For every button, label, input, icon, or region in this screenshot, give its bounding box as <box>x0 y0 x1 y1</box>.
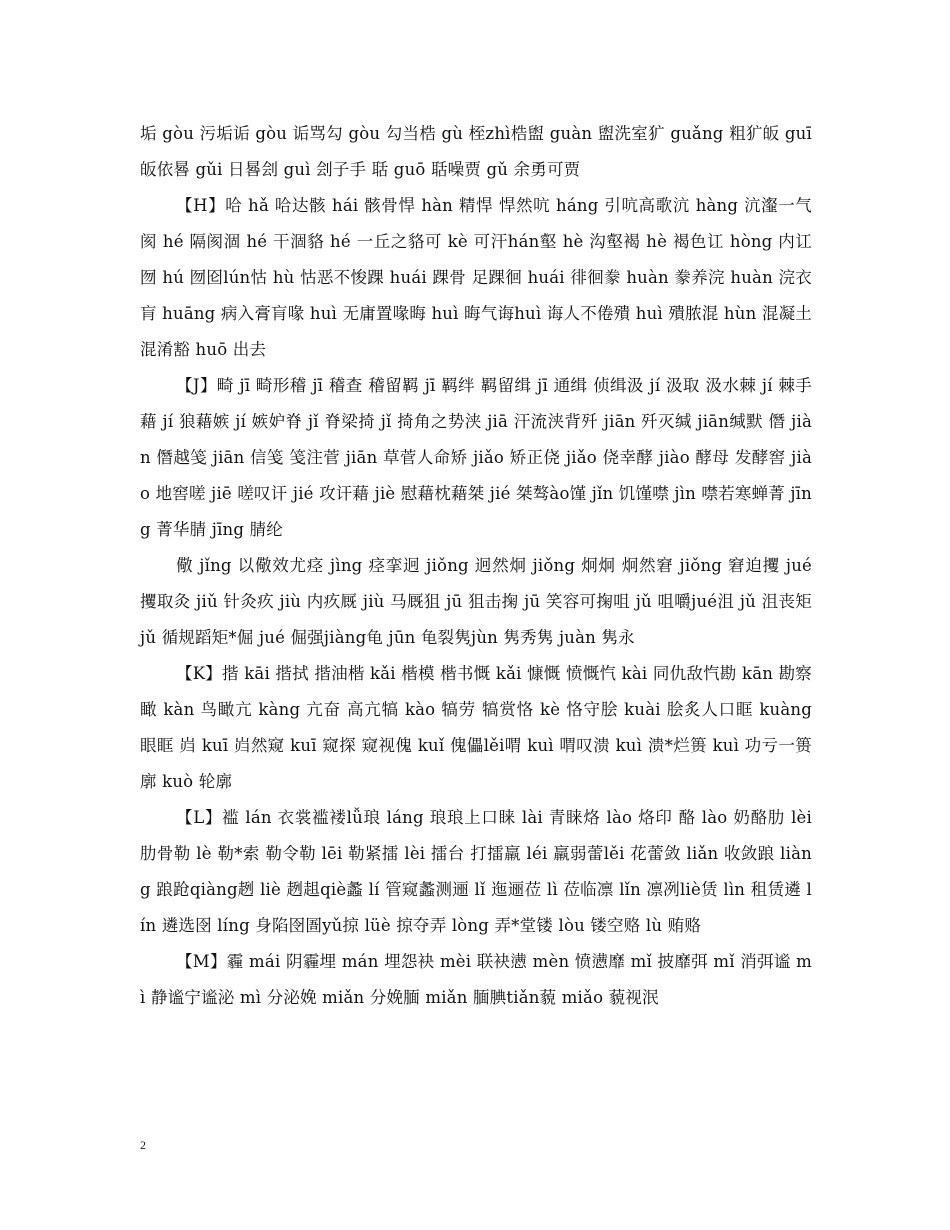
paragraph-j-continued: 儆 jǐng 以儆效尤痉 jìng 痉挛迥 jiǒng 迥然炯 jiǒng 炯炯 炯然窘 jiǒng 窘迫攫 jué 攫取灸 jiǔ 针灸疚 jiù 内疚厩 jiù 马厩狙 jū 狙击掬 jū 笑容可掬咀 jǔ 咀嚼jué沮 jǔ 沮丧矩 jǔ 循规蹈矩*倔 jué 倔强jiàng龟 jūn 龟裂隽jùn 隽秀隽 juàn 隽永 <box>140 556 812 647</box>
paragraph-j: 【J】畸 jī 畸形稽 jī 稽查 稽留羁 jī 羁绊 羁留缉 jī 通缉 侦缉汲 jí 汲取 汲水棘 jí 棘手藉 jí 狼藉嫉 jí 嫉妒脊 jǐ 脊梁掎 jǐ 掎角之势浃 jiā 汗流浃背歼 jiān 歼灭缄 jiān缄默 僭 jiàn 僭越笺 jiān 信笺 笺注菅 jiān 草菅人命矫 jiǎo 矫正侥 jiǎo 侥幸酵 jiào 酵母 发酵窖 jiào 地窖嗟 jiē 嗟叹讦 jié 攻讦藉 jiè 慰藉枕藉桀 jié 桀骜ào馑 jǐn 饥馑噤 jìn 噤若寒蝉菁 jīng 菁华腈 jīng 腈纶 <box>140 376 812 539</box>
paragraph-k: 【K】揩 kāi 揩拭 揩油楷 kǎi 楷模 楷书慨 kǎi 慷慨 愤慨忾 kài 同仇敌忾勘 kān 勘察瞰 kàn 鸟瞰亢 kàng 亢奋 高亢犒 kào 犒劳 犒赏恪 kè 恪守脍 kuài 脍炙人口眶 kuàng 眼眶 岿 kuī 岿然窥 kuī 窥探 窥视傀 kuǐ 傀儡lěi喟 kuì 喟叹溃 kuì 溃*烂篑 kuì 功亏一篑廓 kuò 轮廓 <box>140 664 812 791</box>
page-number: 2 <box>140 1138 146 1152</box>
paragraph-g-continued: 垢 gòu 污垢诟 gòu 诟骂勾 gòu 勾当梏 gù 桎zhì梏盥 guàn 盥洗室犷 guǎng 粗犷皈 guī 皈依晷 gǔi 日晷刽 guì 刽子手 聒 guō 聒噪贾 gǔ 余勇可贾 <box>140 124 812 179</box>
paragraph-h: 【H】哈 hǎ 哈达骸 hái 骸骨悍 hàn 精悍 悍然吭 háng 引吭高歌沆 hàng 沆瀣一气阂 hé 隔阂涸 hé 干涸貉 hé 一丘之貉可 kè 可汗hán壑 hè 沟壑褐 hè 褐色讧 hòng 内讧囫 hú 囫囵lún怙 hù 怙恶不悛踝 huái 踝骨 足踝徊 huái 徘徊豢 huàn 豢养浣 huàn 浣衣肓 huāng 病入膏肓喙 huì 无庸置喙晦 huì 晦气诲huì 诲人不倦殨 huì 殨脓混 hùn 混凝土 混淆豁 huō 出去 <box>140 196 812 359</box>
paragraph-l: 【L】褴 lán 衣裳褴褛lǚ琅 láng 琅琅上口睐 lài 青睐烙 lào 烙印 酪 lào 奶酪肋 lèi 肋骨勒 lè 勒*索 勒令勒 lēi 勒紧擂 lèi 擂台 打擂羸 léi 羸弱蕾lěi 花蕾敛 liǎn 收敛踉 liàng 踉跄qiàng趔 liè 趔趄qiè蠡 lí 管窥蠡测逦 lǐ 迤逦莅 lì 莅临凛 lǐn 凛冽liè赁 lìn 租赁遴 lín 遴选囹 líng 身陷囹圄yǔ掠 lüè 掠夺弄 lòng 弄*堂镂 lòu 镂空赂 lù 贿赂 <box>140 808 812 935</box>
paragraph-m: 【M】霾 mái 阴霾埋 mán 埋怨袂 mèi 联袂懑 mèn 愤懑靡 mǐ 披靡弭 mǐ 消弭谧 mì 静谧宁谧泌 mì 分泌娩 miǎn 分娩腼 miǎn 腼腆tiǎn藐 miǎo 藐视泯 <box>140 952 812 1007</box>
document-body <box>140 116 812 1016</box>
